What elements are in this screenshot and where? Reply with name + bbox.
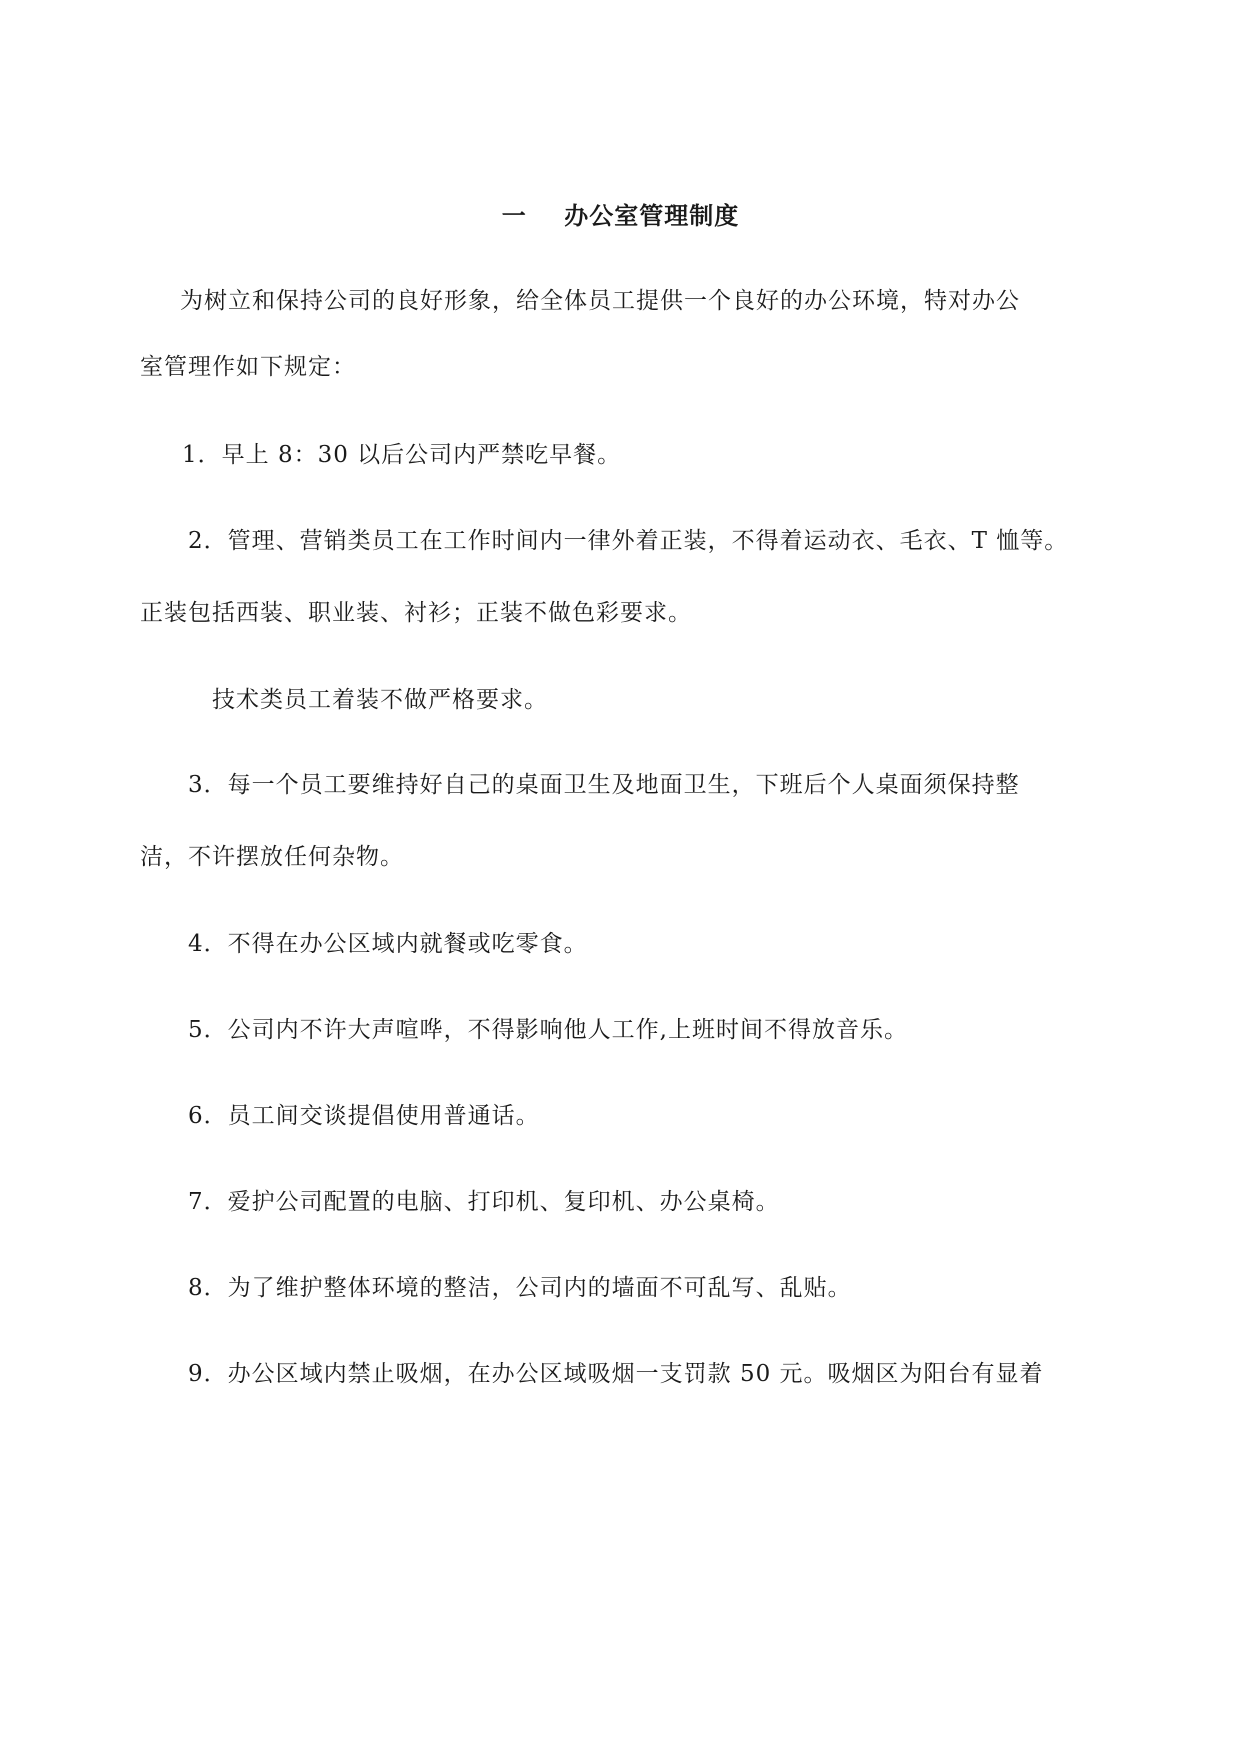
rule-1: 1．早上 8：30 以后公司内严禁吃早餐。 bbox=[182, 442, 622, 468]
rule-3-line-1: 3．每一个员工要维持好自己的桌面卫生及地面卫生，下班后个人桌面须保持整 bbox=[188, 772, 1020, 798]
rule-2-line-1: 2．管理、营销类员工在工作时间内一律外着正装，不得着运动衣、毛衣、T 恤等。 bbox=[188, 528, 1069, 554]
rule-2-line-2: 正装包括西装、职业装、衬衫；正装不做色彩要求。 bbox=[140, 600, 692, 626]
document-title: 一 办公室管理制度 bbox=[501, 202, 740, 230]
rule-5: 5．公司内不许大声喧哗，不得影响他人工作,上班时间不得放音乐。 bbox=[188, 1017, 908, 1043]
rule-6: 6．员工间交谈提倡使用普通话。 bbox=[188, 1103, 540, 1129]
intro-line-2: 室管理作如下规定： bbox=[140, 354, 356, 380]
rule-2-line-3: 技术类员工着装不做严格要求。 bbox=[212, 687, 548, 713]
rule-4: 4．不得在办公区域内就餐或吃零食。 bbox=[188, 931, 588, 957]
rule-3-line-2: 洁，不许摆放任何杂物。 bbox=[140, 844, 404, 870]
rule-9: 9．办公区域内禁止吸烟，在办公区域吸烟一支罚款 50 元。吸烟区为阳台有显着 bbox=[188, 1361, 1044, 1387]
intro-line-1: 为树立和保持公司的良好形象，给全体员工提供一个良好的办公环境，特对办公 bbox=[180, 288, 1020, 314]
rule-7: 7．爱护公司配置的电脑、打印机、复印机、办公桌椅。 bbox=[188, 1189, 780, 1215]
rule-8: 8．为了维护整体环境的整洁，公司内的墙面不可乱写、乱贴。 bbox=[188, 1275, 852, 1301]
